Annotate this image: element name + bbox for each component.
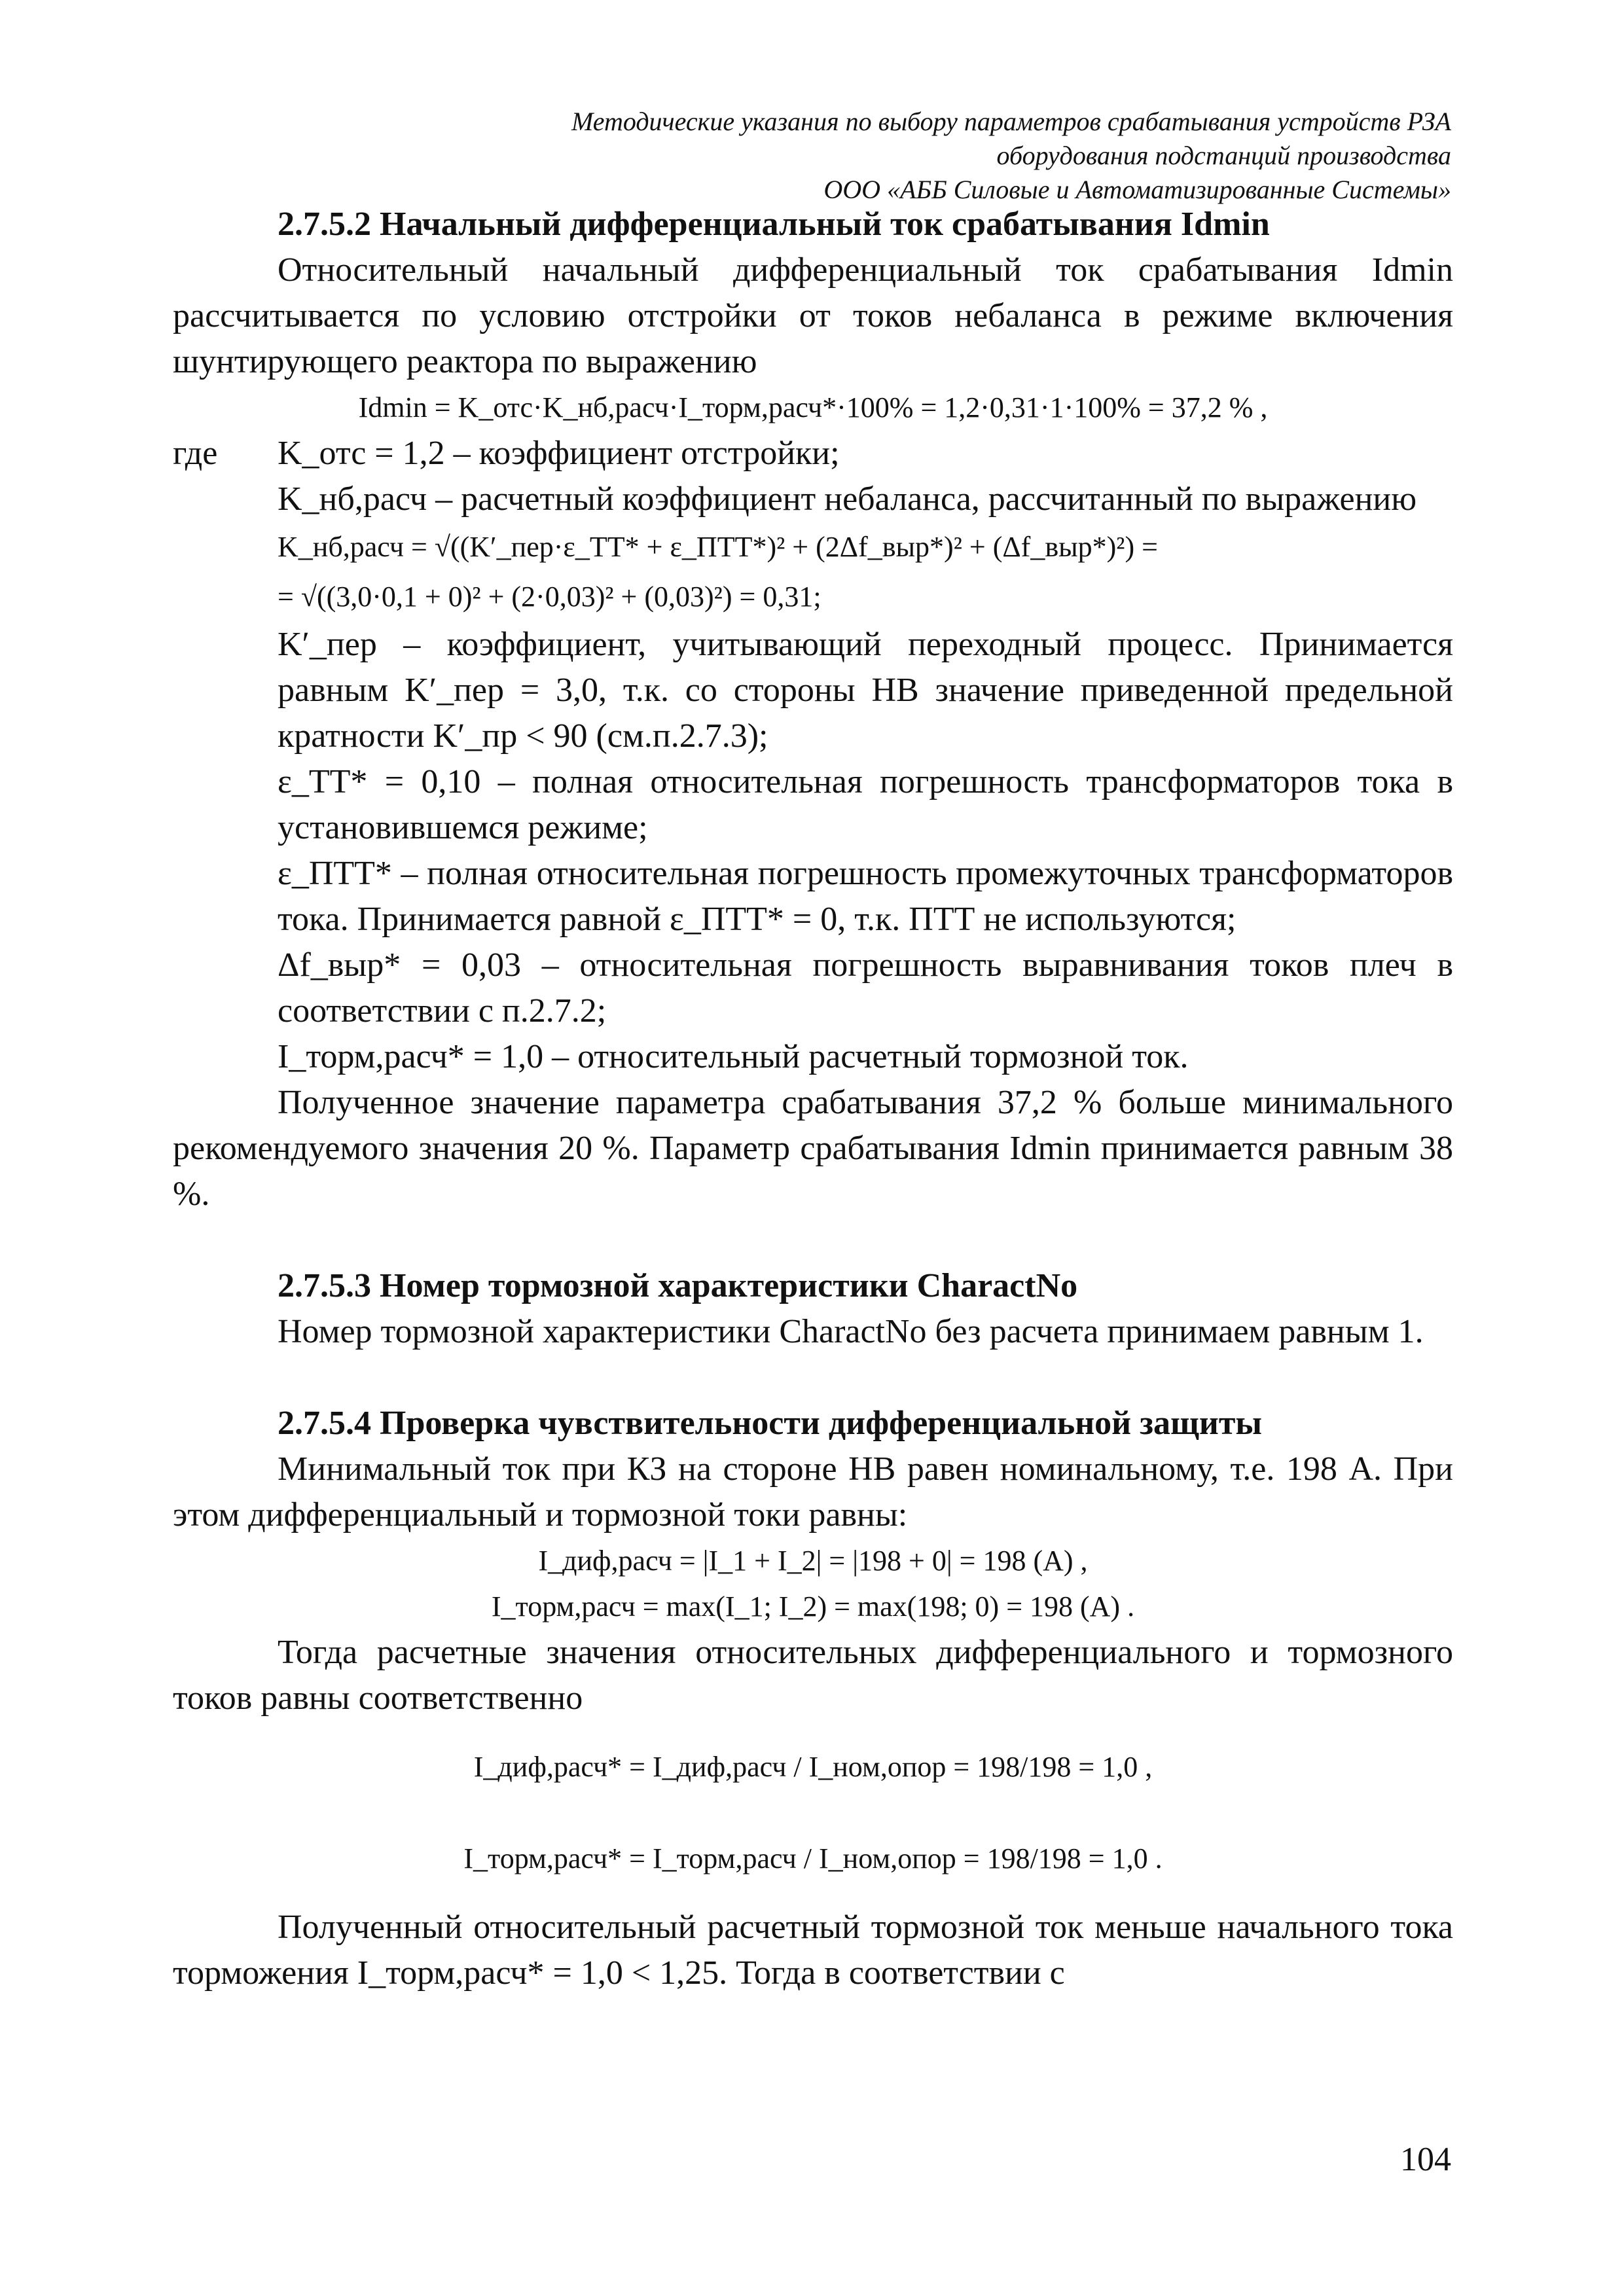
page-number: 104	[1400, 2141, 1451, 2178]
formula-idif-relative: I_диф,расч* = I_диф,расч / I_ном,опор = 198/198 = 1,0 ,	[473, 1751, 1153, 1783]
formula-itorm-relative: I_торм,расч* = I_торм,расч / I_ном,опор = 198/198 = 1,0 .	[463, 1842, 1163, 1874]
definition-kotc	[173, 431, 1453, 476]
header-line-1: Методические указания по выбору параметров срабатывания устройств РЗА	[571, 107, 1451, 136]
formula-idmin: Idmin = K_отс·K_нб,расч·I_торм,расч*·100% = 1,2·0,31·1·100% = 37,2 % ,	[358, 391, 1268, 423]
formula-knb: K_нб,расч = √((K′_пер·ε_ТТ* + ε_ПТТ*)² + (2Δf_выр*)² + (Δf_выр*)²) =	[278, 531, 1158, 563]
formula-itorm: I_торм,расч = max(I_1; I_2) = max(198; 0) = 198 (А) .	[491, 1590, 1135, 1623]
paragraph-intro: Относительный начальный дифференциальный ток срабатывания Idmin рассчитывается по условию отстройки от токов небаланса в режиме включения шунтирующего реактора по выражению	[173, 251, 1453, 380]
definition-ett: ε_ТТ* = 0,10 – полная относительная погрешность трансформаторов тока в установившемся режиме;	[278, 763, 1453, 846]
header-line-3: ООО «АББ Силовые и Автоматизированные Системы»	[823, 175, 1451, 204]
formula-idif: I_диф,расч = |I_1 + I_2| = |198 + 0| = 198 (А) ,	[538, 1545, 1088, 1577]
definition-kper: K′_пер – коэффициент, учитывающий переходный процесс. Принимается равным K′_пер = 3,0, т.к. со стороны НВ значение приведенной предельной кратности K′_пр < 90 (см.п.2.7.3);	[278, 626, 1453, 755]
kotc-text: K_отс = 1,2 – коэффициент отстройки;	[278, 435, 840, 472]
paragraph-relative: Тогда расчетные значения относительных дифференциального и тормозного токов равны соответственно	[173, 1634, 1453, 1717]
where-word: где	[173, 435, 218, 472]
header-line-2: оборудования подстанций производства	[996, 141, 1451, 170]
definition-itorm: I_торм,расч* = 1,0 – относительный расчетный тормозной ток.	[278, 1038, 1189, 1075]
definition-knb: K_нб,расч – расчетный коэффициент небаланса, рассчитанный по выражению	[278, 480, 1417, 518]
running-header	[571, 105, 1451, 207]
section-title-2-7-5-2: 2.7.5.2 Начальный дифференциальный ток срабатывания Idmin	[278, 206, 1270, 243]
page-body	[173, 202, 1453, 1996]
paragraph-charactno: Номер тормозной характеристики CharactNo без расчета принимаем равным 1.	[278, 1313, 1424, 1350]
definition-dfvyr: Δf_выр* = 0,03 – относительная погрешность выравнивания токов плеч в соответствии с п.2.7.2;	[278, 946, 1453, 1030]
paragraph-conclusion: Полученный относительный расчетный тормозной ток меньше начального тока торможения I_торм,расч* = 1,0 < 1,25. Тогда в соответствии с	[173, 1909, 1453, 1992]
section-title-2-7-5-4: 2.7.5.4 Проверка чувствительности дифференциальной защиты	[278, 1405, 1263, 1442]
paragraph-result: Полученное значение параметра срабатывания 37,2 % больше минимального рекомендуемого значения 20 %. Параметр срабатывания Idmin принимается равным 38 %.	[173, 1084, 1453, 1213]
section-title-2-7-5-3: 2.7.5.3 Номер тормозной характеристики CharactNo	[278, 1267, 1078, 1304]
formula-knb-values: = √((3,0·0,1 + 0)² + (2·0,03)² + (0,03)²) = 0,31;	[278, 581, 821, 613]
paragraph-min-current: Минимальный ток при КЗ на стороне НВ равен номинальному, т.е. 198 А. При этом дифференциальный и тормозной токи равны:	[173, 1450, 1453, 1534]
definition-eptt: ε_ПТТ* – полная относительная погрешность промежуточных трансформаторов тока. Принимается равной ε_ПТТ* = 0, т.к. ПТТ не используются;	[278, 855, 1453, 938]
